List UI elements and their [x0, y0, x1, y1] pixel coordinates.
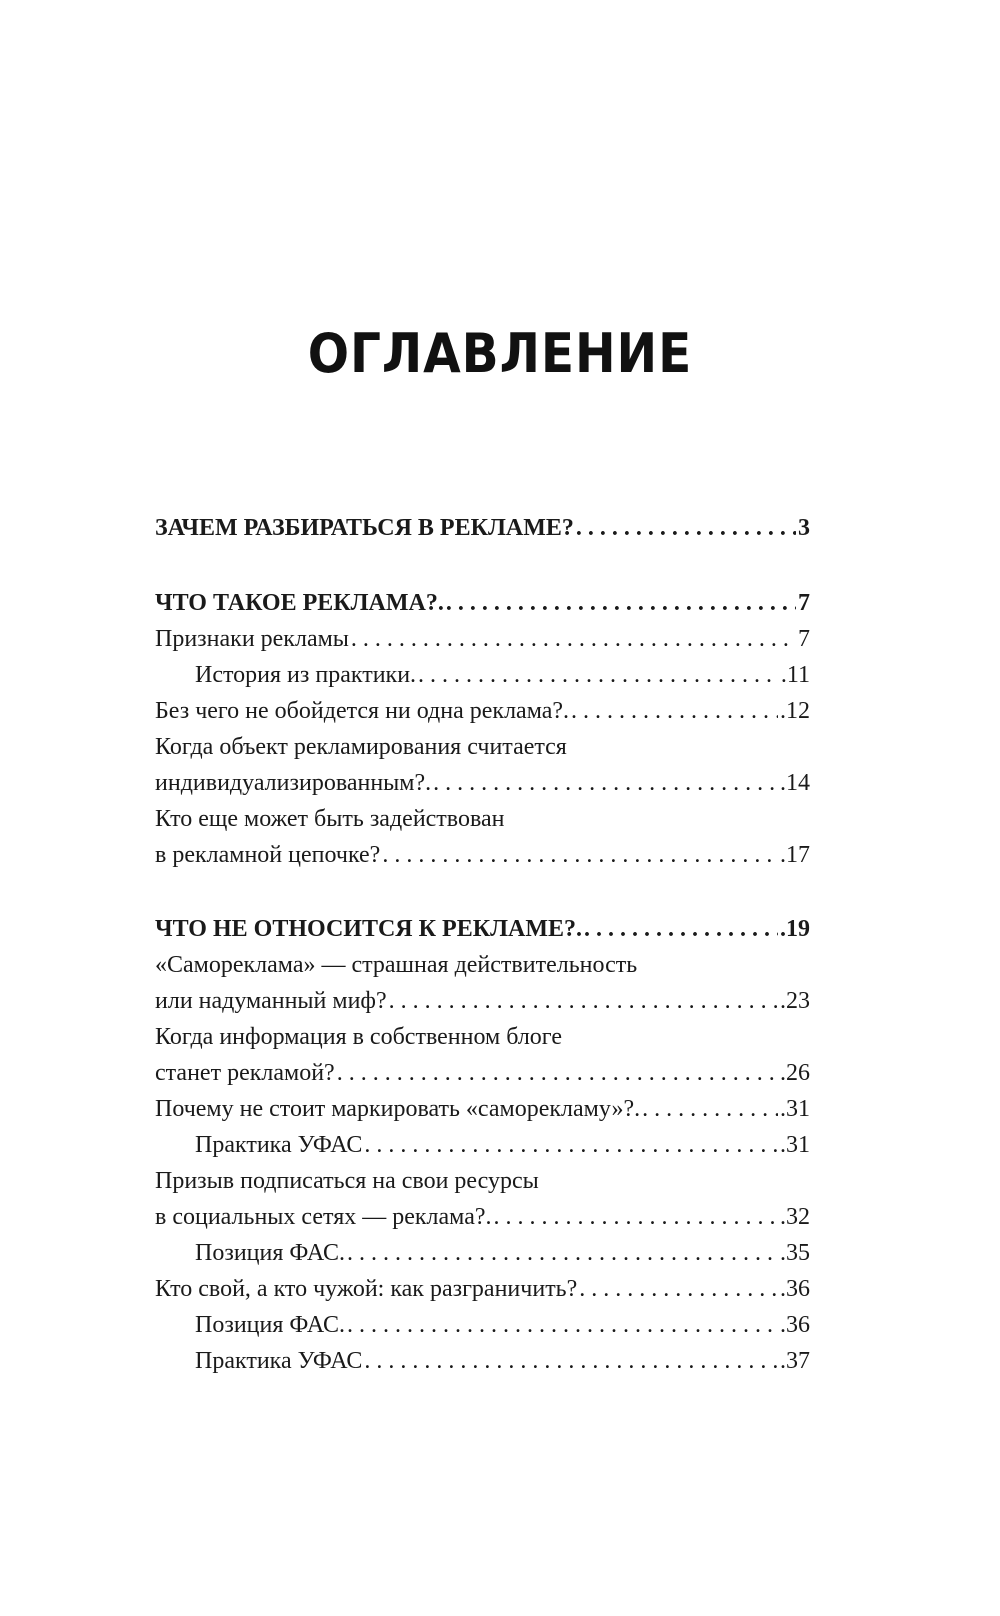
toc-entry[interactable] — [155, 837, 810, 873]
toc-entry-label: ЧТО ТАКОЕ РЕКЛАМА?. — [155, 590, 444, 616]
toc-entry-label: Практика УФАС — [195, 1132, 363, 1158]
toc-entry[interactable] — [155, 1091, 810, 1127]
toc-entry-label: ЧТО НЕ ОТНОСИТСЯ К РЕКЛАМЕ?. — [155, 916, 582, 942]
toc-entry-first-line[interactable]: Когда информация в собственном блоге — [155, 1024, 562, 1050]
toc-entry[interactable] — [155, 1343, 810, 1379]
toc-entry-label: История из практики. — [195, 662, 417, 688]
toc-entry[interactable] — [155, 657, 810, 693]
toc-page-number: .26 — [780, 1060, 810, 1086]
dot-leader — [571, 693, 778, 729]
toc-entry[interactable] — [155, 510, 810, 546]
toc-entry[interactable] — [155, 1055, 810, 1091]
toc-entry[interactable] — [155, 585, 810, 621]
toc-entry-first-line[interactable]: «Самореклама» — страшная действительность — [155, 952, 638, 978]
toc-page-number: .35 — [780, 1240, 810, 1266]
toc-entry[interactable] — [155, 693, 810, 729]
dot-leader — [642, 1091, 778, 1127]
dot-leader — [433, 765, 778, 801]
toc-page-number: 7 — [798, 590, 810, 616]
toc-entry[interactable] — [155, 1127, 810, 1163]
dot-leader — [418, 657, 779, 693]
toc-page-number: .19 — [780, 916, 810, 942]
toc-entry[interactable] — [155, 1199, 810, 1235]
toc-page-number: .17 — [780, 842, 810, 868]
dot-leader — [446, 585, 796, 621]
dot-leader — [337, 1055, 778, 1091]
dot-leader — [364, 1127, 778, 1163]
toc-entry-label: Кто свой, а кто чужой: как разграничить? — [155, 1276, 578, 1302]
toc-entry-first-line[interactable]: Кто еще может быть задействован — [155, 806, 505, 832]
toc-entry[interactable] — [155, 1271, 810, 1307]
toc-entry-label: или надуманный миф? — [155, 988, 387, 1014]
toc-page-number: .31 — [780, 1096, 810, 1122]
toc-entry-label: в рекламной цепочке? — [155, 842, 381, 868]
toc-entry[interactable] — [155, 1235, 810, 1271]
toc-entry-label: Практика УФАС — [195, 1348, 363, 1374]
toc-page-number: .12 — [780, 698, 810, 724]
toc-entry-label: индивидуализированным?. — [155, 770, 432, 796]
dot-leader — [584, 911, 778, 947]
toc-entry-label: Почему не стоит маркировать «саморекламу»?. — [155, 1096, 641, 1122]
toc-page-number: .11 — [780, 662, 810, 688]
toc-entry-label: в социальных сетях — реклама?. — [155, 1204, 492, 1230]
toc-entry[interactable] — [155, 621, 810, 657]
dot-leader — [576, 510, 796, 546]
toc-entry-first-line[interactable]: Призыв подписаться на свои ресурсы — [155, 1168, 539, 1194]
toc-page-number: 7 — [798, 626, 810, 652]
page-title: ОГЛАВЛЕНИЕ — [307, 322, 693, 385]
toc-page-number: 3 — [798, 515, 810, 541]
toc-entry-label: ЗАЧЕМ РАЗБИРАТЬСЯ В РЕКЛАМЕ? — [155, 515, 574, 541]
toc-entry[interactable] — [155, 765, 810, 801]
toc-page-number: .36 — [780, 1276, 810, 1302]
dot-leader — [347, 1235, 778, 1271]
dot-leader — [579, 1271, 778, 1307]
toc-entry-label: Без чего не обойдется ни одна реклама?. — [155, 698, 570, 724]
toc-entry[interactable] — [155, 911, 810, 947]
dot-leader — [389, 983, 778, 1019]
dot-leader — [364, 1343, 778, 1379]
toc-page-number: .14 — [780, 770, 810, 796]
toc-entry-label: станет рекламой? — [155, 1060, 335, 1086]
toc-page-number: .36 — [780, 1312, 810, 1338]
toc-entry-label: Позиция ФАС. — [195, 1312, 345, 1338]
toc-entry-first-line[interactable]: Когда объект рекламирования считается — [155, 734, 567, 760]
toc-page-number: .31 — [780, 1132, 810, 1158]
toc-entry[interactable] — [155, 983, 810, 1019]
toc-page-number: .37 — [780, 1348, 810, 1374]
toc-entry-label: Позиция ФАС. — [195, 1240, 345, 1266]
toc-page-number: .23 — [780, 988, 810, 1014]
toc-page-number: .32 — [780, 1204, 810, 1230]
toc-entry[interactable] — [155, 1307, 810, 1343]
dot-leader — [494, 1199, 778, 1235]
dot-leader — [347, 1307, 778, 1343]
toc-entry-label: Признаки рекламы — [155, 626, 349, 652]
dot-leader — [382, 837, 778, 873]
dot-leader — [351, 621, 796, 657]
